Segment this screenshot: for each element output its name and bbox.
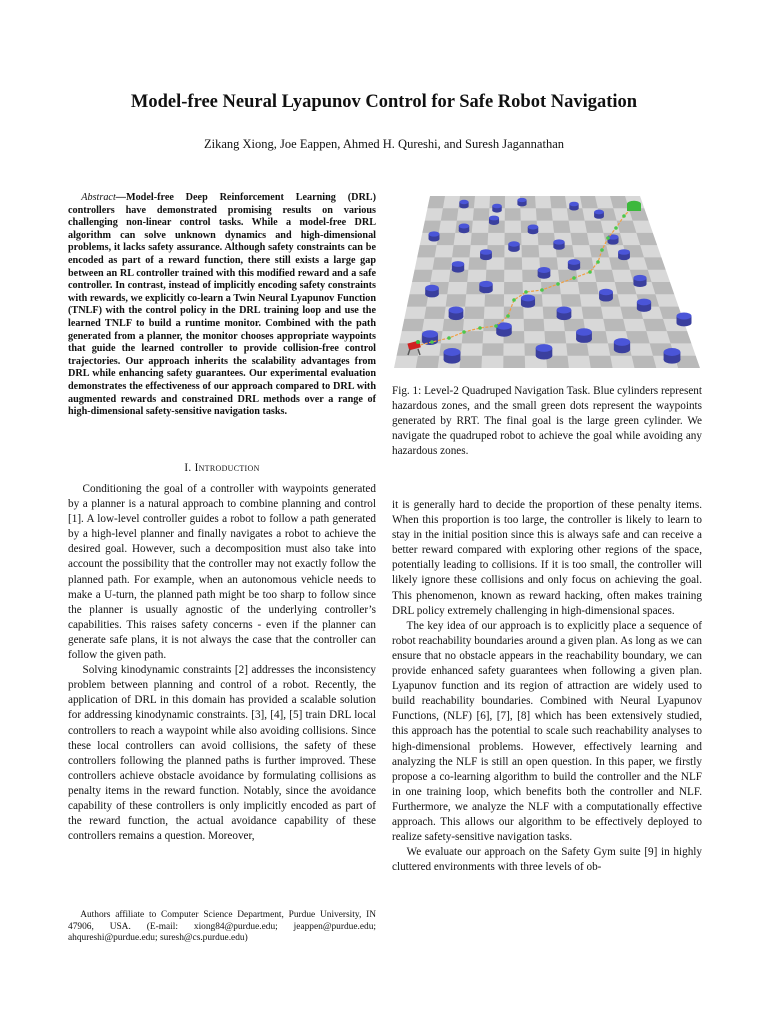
checker-tile: [452, 245, 471, 257]
waypoint-dot: [494, 324, 498, 328]
checker-tile: [644, 257, 666, 269]
checker-tile: [482, 343, 503, 355]
hazard-cylinder: [664, 348, 681, 364]
checker-tile: [589, 356, 613, 368]
checker-tile: [580, 196, 598, 208]
waypoint-dot: [588, 270, 592, 274]
hazard-cylinder: [538, 267, 551, 279]
checker-tile: [504, 282, 523, 294]
waypoint-dot: [512, 298, 516, 302]
hazard-cylinder: [444, 348, 461, 364]
waypoint-dot: [596, 260, 600, 264]
hazard-cylinder: [553, 239, 564, 249]
hazard-cylinder: [521, 295, 535, 308]
checker-tile: [566, 343, 589, 355]
checker-tile: [578, 282, 599, 294]
checker-tile: [416, 356, 439, 368]
checker-tile: [505, 208, 521, 220]
hazard-cylinder: [459, 200, 468, 209]
hazard-cylinder: [508, 241, 519, 252]
checker-tile: [615, 282, 637, 294]
checker-tile: [536, 208, 553, 220]
checker-tile: [594, 270, 615, 282]
checker-tile: [632, 356, 657, 368]
waypoint-dot: [478, 326, 482, 330]
intro-paragraph-4: The key idea of our approach is to explicitly place a sequence of robot reachability boundaries around a given plan. As long as we can ensure that no obstacle appears in the reachability boundary, we can provide enhanced safety guarantees when following a given plan. Lyapunov function and its region of attraction are widely used to build reachability boundaries. Combined with Neural Lyapunov Functions, (NLF) [6], [7], [8] which has been extensively studied, this approach has the potential to scale such reachability analyses to high-dimensional problems. However, effectively learning and analyzing the NLF is still an open question. In this paper, we firstly propose a co-learning algorithm to build the controller and the NLF in one training loop, which benefits both the controller and NLF. Furthermore, we analyze the NLF with a computationally effective approach. This allows our algorithm to be effectively deployed to realize safety-sensitive navigation tasks.: [392, 619, 702, 844]
goal-cylinder: [627, 201, 641, 211]
hazard-cylinder: [528, 225, 539, 235]
checker-tile: [571, 233, 590, 245]
checker-tile: [582, 307, 604, 319]
checker-tile: [484, 294, 504, 306]
checker-tile: [538, 233, 556, 245]
abstract: [68, 192, 376, 419]
checker-tile: [589, 245, 609, 257]
checker-tile: [460, 356, 482, 368]
waypoint-dot: [556, 282, 560, 286]
checker-tile: [667, 331, 692, 343]
waypoint-dot: [462, 330, 466, 334]
hazard-cylinder: [594, 210, 604, 219]
checker-tile: [553, 221, 571, 233]
hazard-cylinder: [607, 234, 618, 244]
hazard-cylinder: [618, 249, 630, 260]
checker-tile: [427, 196, 445, 208]
hazard-cylinder: [449, 307, 464, 321]
section-title: Introduction: [194, 462, 260, 474]
waypoint-dot: [430, 340, 434, 344]
hazard-cylinder: [536, 344, 553, 359]
abstract-dash: —: [115, 192, 126, 203]
left-column-body: [68, 482, 376, 844]
figure-caption: Fig. 1: Level-2 Quadruped Navigation Task. Blue cylinders represent hazardous zones, and the small green dots represent the waypoints generated by RRT. The final goal is the large green cylinder. We navigate the quadruped robot to achieve the goal while avoiding any hazardous zones.: [392, 385, 702, 458]
checker-tile: [446, 294, 467, 306]
waypoint-dot: [614, 226, 618, 230]
checker-tile: [561, 294, 582, 306]
hazard-cylinder: [633, 275, 646, 287]
checker-tile: [603, 319, 626, 331]
hazard-cylinder: [576, 328, 592, 343]
hazard-cylinder: [557, 307, 572, 321]
paper-title: Model-free Neural Lyapunov Control for Safe Robot Navigation: [130, 92, 638, 112]
checker-tile: [422, 221, 441, 233]
hazard-cylinder: [614, 338, 630, 353]
intro-paragraph-3: it is generally hard to decide the proportion of these penalty items. When this proportion is too large, the controller is likely to learn to stay in the initial position since this is always safe and can receive a better reward compared with exploring other regions of the space, potentially leading to collisions. If it is too small, the controller will likely ignore these collisions and only focus on achieving the goal. This phenomenon, known as reward hacking, often makes training DRL policy extremely challenging in high-dimensional spaces.: [392, 499, 702, 617]
checker-tile: [441, 208, 459, 220]
section-number: I.: [184, 462, 192, 474]
abstract-label: Abstract: [81, 192, 116, 203]
hazard-cylinder: [492, 204, 502, 213]
checker-tile: [437, 233, 456, 245]
checker-tile: [407, 294, 428, 306]
right-column-body: [392, 498, 702, 875]
hazard-cylinder: [452, 261, 464, 272]
author-affiliation-footnote: Authors affiliate to Computer Science Department, Purdue University, IN 47906, USA. (E-mail: xiong84@purdue.edu; jeappen@purdue.edu; ahqureshi@purdue.edu; suresh@cs.purdue.edu): [68, 910, 376, 944]
checker-tile: [473, 208, 490, 220]
hazard-cylinder: [489, 216, 499, 225]
hazard-cylinder: [677, 312, 692, 326]
hazard-cylinder: [425, 285, 439, 298]
checker-tile: [585, 221, 604, 233]
checker-tile: [433, 257, 453, 269]
checker-tile: [464, 307, 485, 319]
waypoint-dot: [622, 214, 626, 218]
checker-tile: [503, 356, 525, 368]
checker-tile: [412, 270, 433, 282]
checker-tile: [417, 245, 437, 257]
abstract-text: Model-free Deep Reinforcement Learning (DRL) controllers have demonstrated promising results on various challenging non-linear control tasks. While a model-free DRL algorithm can solve unknown dynamics and high-dimensional problems, it lacks safety assurance. Although safety constraints can be encoded as part of a reward function, there still exists a large gap between an RL controller trained with this modified reward and a safe controller. In contrast, instead of implicitly encoding safety constraints with rewards, we explicitly co-learn a Twin Neural Lyapunov Function (TNLF) with the control policy in the DRL training loop and use the learned TNLF to build a runtime monitor. Combined with the path generated from a planner, the monitor chooses appropriate waypoints that guide the learned controller to provide collision-free control trajectories. Our approach inherits the scalability advantages from DRL while enhancing safety guarantees. Our experimental evaluation demonstrates the effectiveness of our approach compared to DRL with augmented rewards and constrained DRL methods over a range of high-dimensional safety-sensitive navigation tasks.: [68, 192, 376, 418]
checker-tile: [424, 307, 445, 319]
intro-paragraph-1: Conditioning the goal of a controller with waypoints generated by a planner is a natural approach to combine planning and control [1]. A low-level controller guides a robot to follow a path generated by a high-level planner and finally navigates a robot to achieve the desired goal. However, such a decomposition must also take into account the possibility that the controller may not exactly follow the planned path. For example, when an autonomous vehicle needs to make a U-turn, the planned path might be too sharp to follow since the planner is usually agnostic of the underlying controller’s capabilities. This raises safety concerns - even if the planner can generate safe plans, it is not always the case that the controller can follow the given path.: [68, 483, 376, 662]
section-heading-introduction: [68, 462, 376, 474]
checker-tile: [504, 257, 522, 269]
hazard-cylinder: [569, 202, 578, 211]
checker-tile: [442, 319, 463, 331]
waypoint-dot: [506, 314, 510, 318]
hazard-cylinder: [479, 281, 492, 293]
intro-paragraph-5: We evaluate our approach on the Safety Gym suite [9] in highly cluttered environments with three levels of ob-: [392, 846, 702, 874]
checker-tile: [471, 233, 489, 245]
checker-tile: [643, 319, 667, 331]
hazard-cylinder: [599, 289, 613, 302]
waypoint-dot: [606, 236, 610, 240]
waypoint-dot: [600, 248, 604, 252]
figure-quadruped-navigation: [394, 192, 700, 372]
hazard-cylinder: [517, 198, 526, 207]
hazard-cylinder: [459, 224, 470, 234]
checker-tile: [652, 282, 675, 294]
author-list: Zikang Xiong, Joe Eappen, Ahmed H. Qureshi, and Suresh Jagannathan: [204, 137, 564, 151]
hazard-cylinder: [637, 299, 651, 312]
hazard-cylinder: [568, 259, 580, 270]
checker-tile: [550, 196, 567, 208]
hazard-cylinder: [480, 249, 492, 260]
waypoint-dot: [540, 288, 544, 292]
intro-paragraph-2: Solving kinodynamic constraints [2] addresses the inconsistency problem between planning and control of a robot. Recently, the application of DRL in this domain has provided a scalable solution for addressing kinodynamic constraints. [3], [4], [5] train DRL local controllers to reach a waypoint while also avoiding collisions. Since these local controllers can avoid collisions, the safety of these controllers following the planned paths is further improved. These controllers achieve obstacle avoidance by formulating collisions as penalty items in the reward function. Notably, since the avoidance capability of these controllers is only implicitly encoded as part of the reward function, the actual avoidance capability of these controllers remains a question. Moreover,: [68, 664, 376, 843]
checker-tile: [524, 319, 545, 331]
checker-tile: [544, 331, 566, 343]
hazard-cylinder: [429, 231, 440, 241]
waypoint-dot: [524, 290, 528, 294]
checker-tile: [486, 270, 505, 282]
checker-tile: [521, 245, 539, 257]
checker-tile: [402, 319, 424, 331]
waypoint-dot: [572, 276, 576, 280]
waypoint-dot: [447, 336, 451, 340]
